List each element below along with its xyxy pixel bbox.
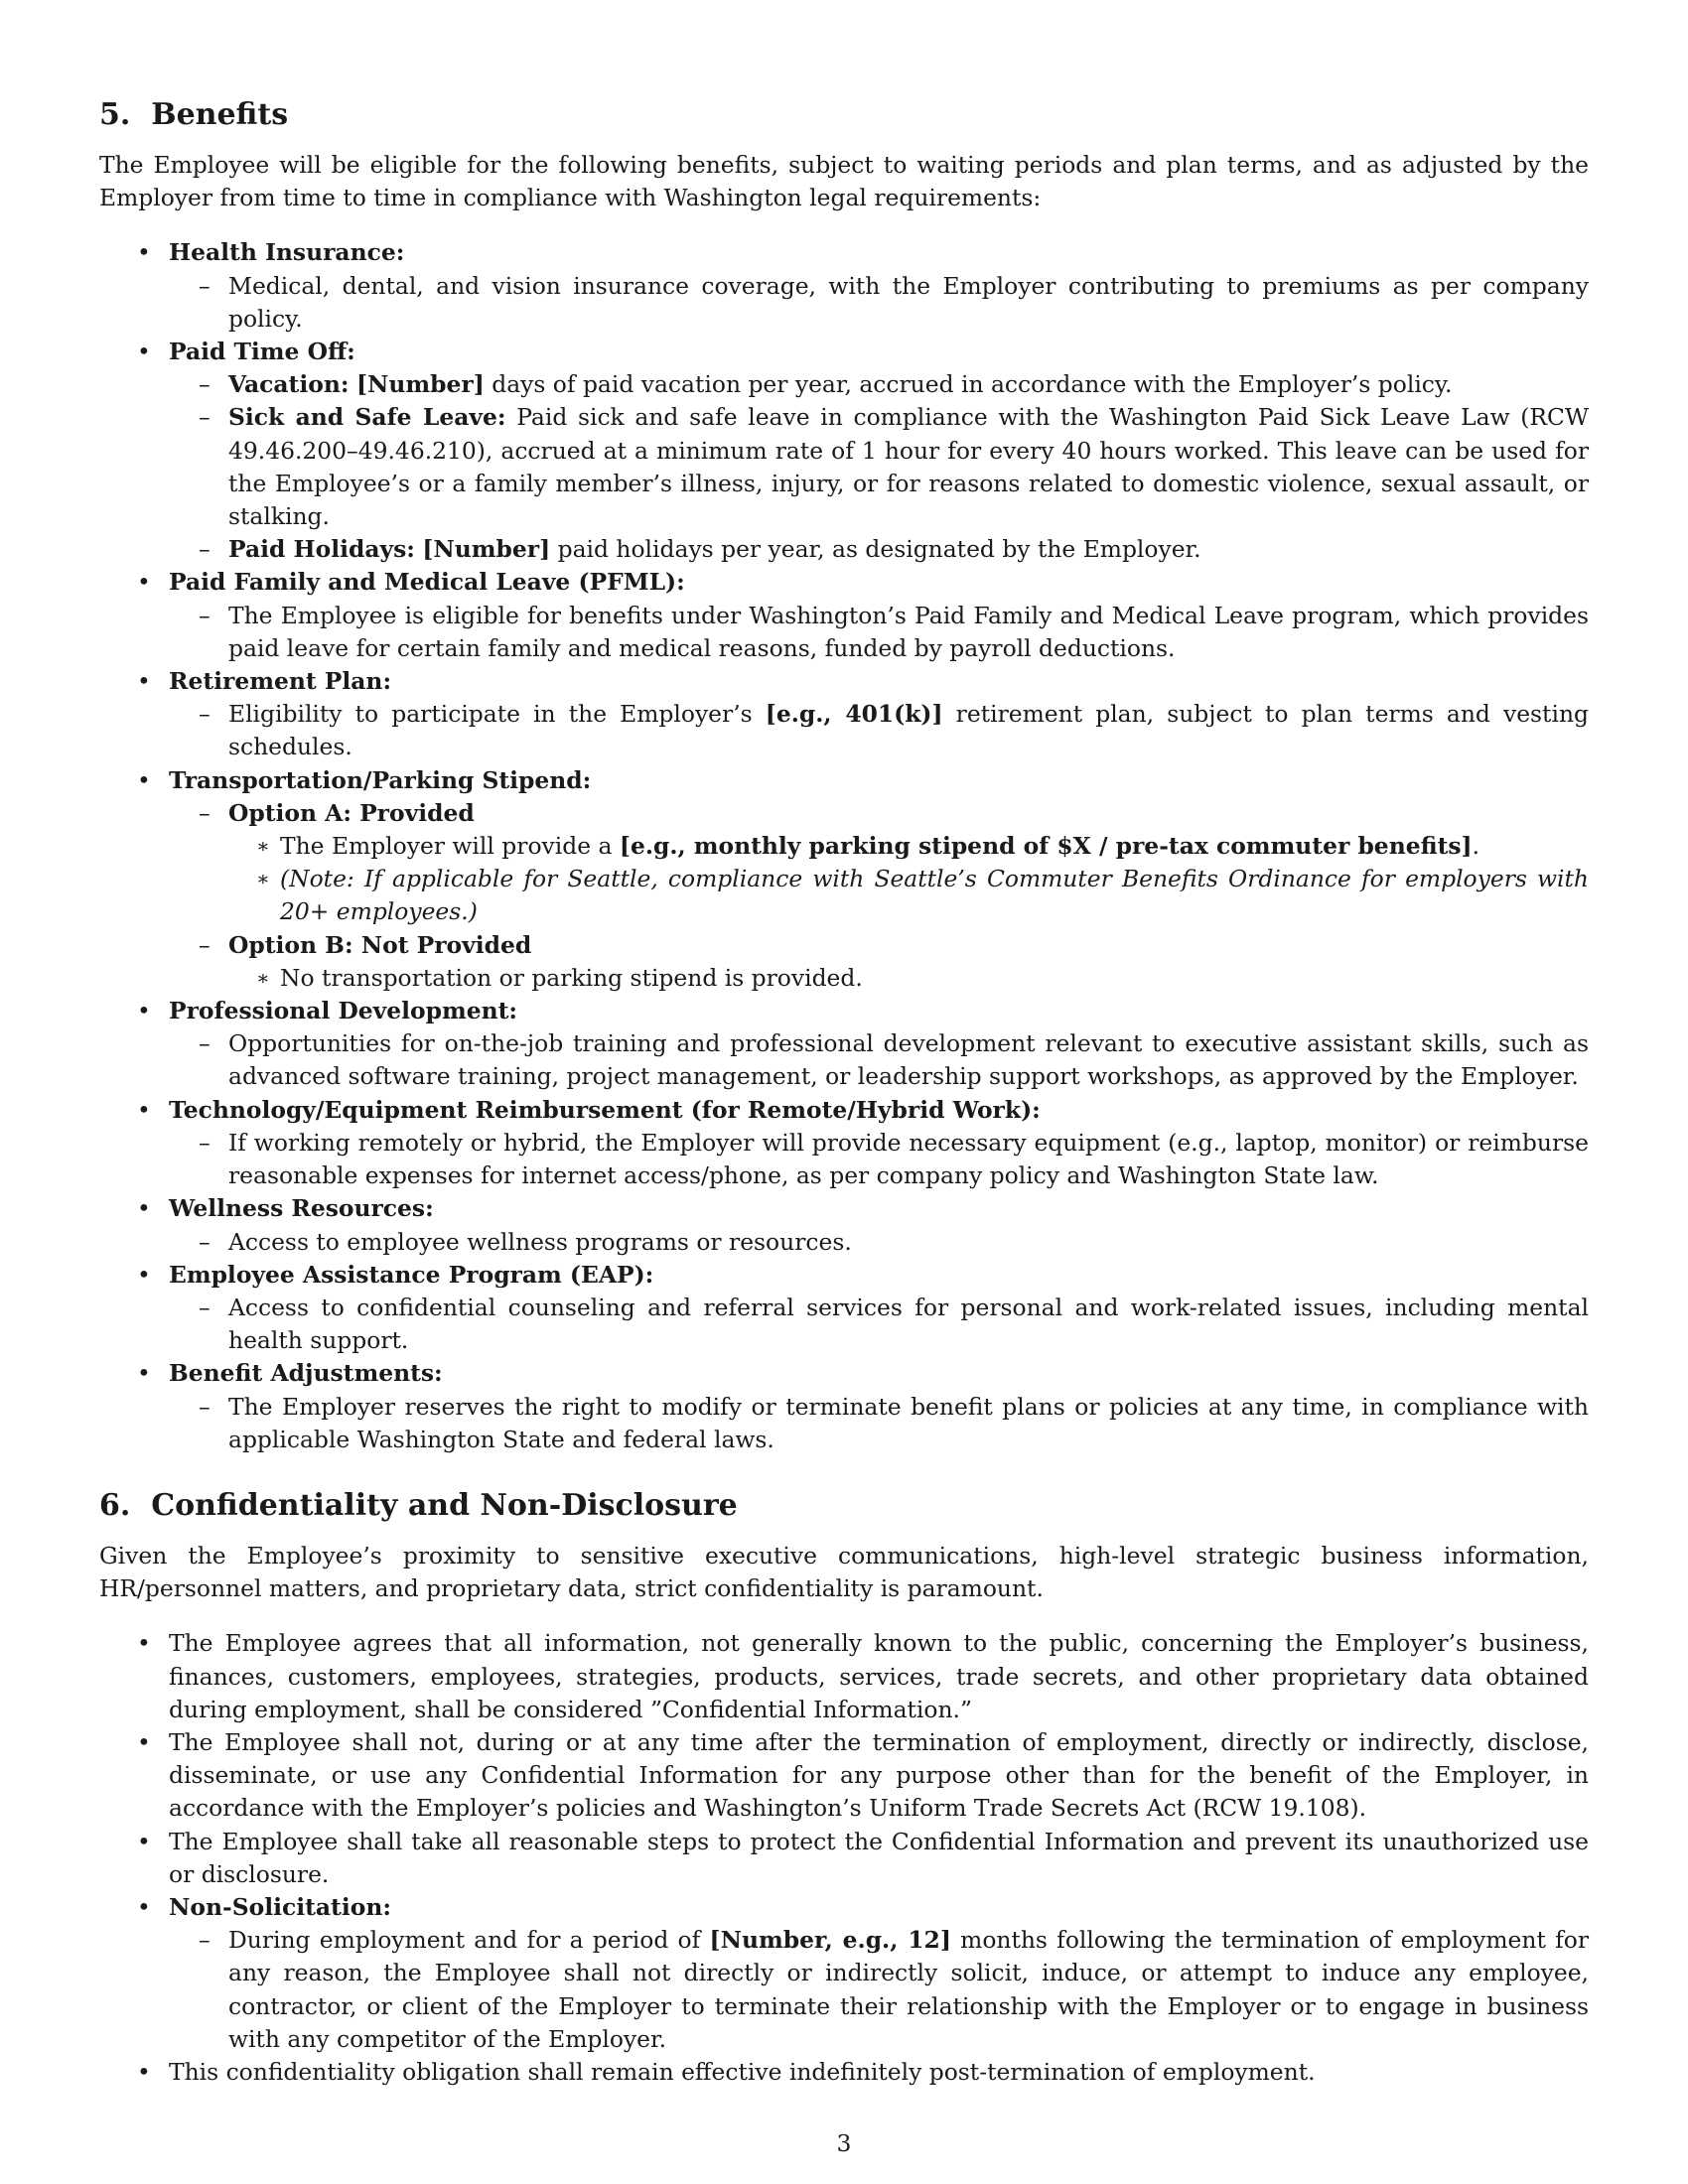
list-item: – If working remotely or hybrid, the Employer will provide necessary equipment (e.g., laptop, monitor) or reimburse reasonable expenses for internet access/phone, as per company policy and Washington State law. [169,1127,1589,1192]
list-item: ∗ No transportation or parking stipend is provided. [228,962,1589,995]
list-item: – Access to employee wellness programs or resources. [169,1226,1589,1259]
placeholder-field: [Number, e.g., 12] [709,1926,951,1955]
confidentiality-intro: Given the Employee’s proximity to sensitive executive communications, high-level strategic business information, HR/personnel matters, and proprietary data, strict confidentiality is paramount. [99,1541,1589,1603]
list-item: – During employment and for a period of [Number, e.g., 12] months following the termination of employment for any reason, the Employee shall not directly or indirectly solicit, induce, or attempt to induce any employee, contractor, or client of the Employer to terminate their relationship with the Employer or to engage in business with any competitor of the Employer. [169,1924,1589,2056]
list-item: • This confidentiality obligation shall remain effective indefinitely post-termination of employment. [99,2056,1589,2089]
list-item: • Professional Development: – Opportunities for on-the-job training and professional development relevant to executive assistant skills, such as advanced software training, project management, or leadership support workshops, as approved by the Employer. [99,995,1589,1094]
list-item: • Wellness Resources: – Access to employee wellness programs or resources. [99,1192,1589,1258]
list-item: • Benefit Adjustments: – The Employer reserves the right to modify or terminate benefit plans or policies at any time, in compliance with applicable Washington State and federal laws. [99,1357,1589,1456]
list-item: • Paid Time Off: – Vacation: [Number] days of paid vacation per year, accrued in accordance with the Employer’s policy. – Sick and Safe Leave: Paid sick and safe leave in compliance with the Washington Paid Sick Leave Law (RCW 49.46.200–49.46.210), accrued at a minimum rate of 1 hour for every 40 hours worked. This leave can be used for the Employee’s or a family member’s illness, injury, or for reasons related to domestic violence, sexual assault, or stalking. – Paid Holidays: [Number] paid holidays per year, as designated by the Employer. [99,336,1589,566]
placeholder-field: [e.g., monthly parking stipend of $X / pre-tax commuter benefits] [619,832,1473,861]
list-item: • The Employee shall take all reasonable steps to protect the Confidential Information and prevent its unauthorized use or disclosure. [99,1826,1589,1891]
list-item: – Eligibility to participate in the Employer’s [e.g., 401(k)] retirement plan, subject to plan terms and vesting schedules. [169,698,1589,763]
list-item: – Option B: Not Provided ∗ No transportation or parking stipend is provided. [169,929,1589,995]
list-item: • The Employee agrees that all information, not generally known to the public, concerning the Employer’s business, finances, customers, employees, strategies, products, services, trade secrets, and other proprietary data obtained during employment, shall be considered ”Confidential Information.” [99,1627,1589,1726]
list-item: – Option A: Provided ∗ The Employer will provide a [e.g., monthly parking stipend of $X / pre-tax commuter benefits]. ∗ (Note: If applicable for Seattle, compliance with Seattle’s Commuter Benefits Ordinance for employers with 20+ employees.) [169,797,1589,929]
placeholder-field: [Number] [422,535,551,564]
list-item: – Vacation: [Number] days of paid vacation per year, accrued in accordance with the Employer’s policy. [169,368,1589,401]
list-item: ∗ (Note: If applicable for Seattle, compliance with Seattle’s Commuter Benefits Ordinance for employers with 20+ employees.) [228,863,1589,928]
list-item: • Health Insurance: – Medical, dental, and vision insurance coverage, with the Employer contributing to premiums as per company policy. [99,236,1589,336]
confidentiality-list [99,1627,1589,2089]
list-item: – Paid Holidays: [Number] paid holidays per year, as designated by the Employer. [169,533,1589,566]
placeholder-field: [Number] [355,370,485,399]
list-item: – Sick and Safe Leave: Paid sick and safe leave in compliance with the Washington Paid Sick Leave Law (RCW 49.46.200–49.46.210), accrued at a minimum rate of 1 hour for every 40 hours worked. This leave can be used for the Employee’s or a family member’s illness, injury, or for reasons related to domestic violence, sexual assault, or stalking. [169,401,1589,533]
section-heading-confidentiality: 6. Confidentiality and Non-Disclosure [99,1487,738,1523]
document-page [99,95,1589,2089]
list-item: • The Employee shall not, during or at any time after the termination of employment, directly or indirectly, disclose, disseminate, or use any Confidential Information for any purpose other than for the benefit of the Employer, in accordance with the Employer’s policies and Washington’s Uniform Trade Secrets Act (RCW 19.108). [99,1726,1589,1826]
list-item: • Paid Family and Medical Leave (PFML): – The Employee is eligible for benefits under Washington’s Paid Family and Medical Leave program, which provides paid leave for certain family and medical reasons, funded by payroll deductions. [99,566,1589,665]
list-item: – The Employer reserves the right to modify or terminate benefit plans or policies at any time, in compliance with applicable Washington State and federal laws. [169,1391,1589,1456]
list-item: • Technology/Equipment Reimbursement (for Remote/Hybrid Work): – If working remotely or hybrid, the Employer will provide necessary equipment (e.g., laptop, monitor) or reimburse reasonable expenses for internet access/phone, as per company policy and Washington State law. [99,1094,1589,1193]
list-item: – Access to confidential counseling and referral services for personal and work-related issues, including mental health support. [169,1292,1589,1357]
benefits-intro: The Employee will be eligible for the following benefits, subject to waiting periods and plan terms, and as adjusted by the Employer from time to time in compliance with Washington legal requirements: [99,151,1589,212]
list-item: – The Employee is eligible for benefits under Washington’s Paid Family and Medical Leave program, which provides paid leave for certain family and medical reasons, funded by payroll deductions. [169,600,1589,665]
benefits-list [99,236,1589,1456]
placeholder-field: [e.g., 401(k)] [765,700,943,729]
page-number: 3 [836,2129,852,2157]
list-item: • Non-Solicitation: – During employment and for a period of [Number, e.g., 12] months following the termination of employment for any reason, the Employee shall not directly or indirectly solicit, induce, or attempt to induce any employee, contractor, or client of the Employer to terminate their relationship with the Employer or to engage in business with any competitor of the Employer. [99,1891,1589,2056]
list-item: • Retirement Plan: – Eligibility to participate in the Employer’s [e.g., 401(k)] retirement plan, subject to plan terms and vesting schedules. [99,665,1589,764]
list-item: – Opportunities for on-the-job training and professional development relevant to executive assistant skills, such as advanced software training, project management, or leadership support workshops, as approved by the Employer. [169,1027,1589,1093]
section-heading-benefits: 5. Benefits [99,97,289,132]
list-item: ∗ The Employer will provide a [e.g., monthly parking stipend of $X / pre-tax commuter benefits]. [228,830,1589,863]
list-item: • Employee Assistance Program (EAP): – Access to confidential counseling and referral services for personal and work-related issues, including mental health support. [99,1259,1589,1358]
list-item: • Transportation/Parking Stipend: – Option A: Provided ∗ The Employer will provide a [e.g., monthly parking stipend of $X / pre-tax commuter benefits]. ∗ (Note: If applicable for Seattle, compliance with Seattle’s Commuter Benefits Ordinance for employers with 20+ employees.) – Option B: Not Provided ∗ No transportation or parking stipend is provided. [99,764,1589,995]
list-item: – Medical, dental, and vision insurance coverage, with the Employer contributing to premiums as per company policy. [169,270,1589,336]
